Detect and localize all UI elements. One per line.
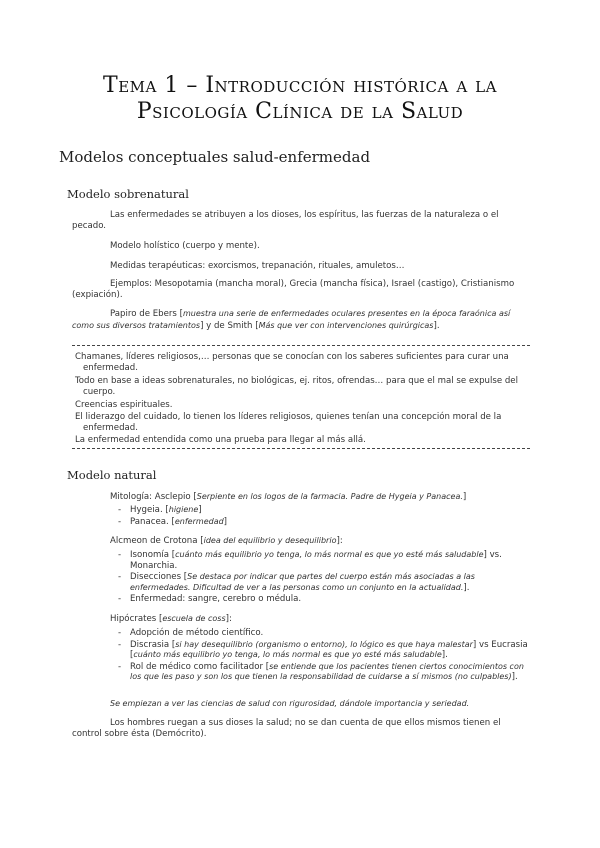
italic-text: Más que ver con intervenciones quirúrgicas	[258, 321, 434, 330]
text: Alcmeon de Crotona [	[110, 536, 204, 546]
text: Discrasia [	[130, 639, 176, 650]
text: Enfermedad: sangre, cerebro o médula.	[130, 594, 302, 604]
text: ]	[198, 505, 202, 515]
list-item	[116, 662, 528, 683]
box-line: Creencias espirituales.	[75, 400, 173, 410]
list-item	[116, 640, 528, 661]
paragraph: Ejemplos: Mesopotamia (mancha moral), Grecia (mancha física), Israel (castigo), Cristianismo (expiación).	[72, 279, 515, 300]
text: ] vs. Monarchia.	[130, 550, 502, 571]
paragraph: Medidas terapéuticas: exorcismos, trepanación, rituales, amuletos…	[110, 261, 405, 271]
hipocrates-list	[116, 628, 528, 684]
text: Papiro de Ebers [	[110, 309, 183, 319]
note-italic: Se empiezan a ver las ciencias de salud con rigurosidad, dándole importancia y seriedad.	[110, 699, 470, 708]
paragraph: Las enfermedades se atribuyen a los dioses, los espíritus, las fuerzas de la naturaleza o el pecado.	[72, 210, 499, 231]
text: ] vs Eucrasia [	[130, 639, 528, 660]
asclepio-list	[116, 505, 526, 528]
page-title	[40, 73, 560, 125]
subheading-sobrenatural: Modelo sobrenatural	[67, 187, 189, 201]
paragraph-papiro	[72, 308, 530, 332]
text: ].	[441, 650, 448, 660]
paragraph-hipocrates	[110, 613, 232, 625]
paragraph: Modelo holístico (cuerpo y mente).	[110, 241, 260, 251]
paragraph-final: Los hombres ruegan a sus dioses la salud; no se dan cuenta de que ellos mismos tienen el control sobre ésta (Demócrito).	[72, 718, 501, 739]
text: Disecciones [	[130, 572, 188, 582]
list-item	[116, 550, 528, 571]
italic-text: cuánto más equilibrio yo tenga, lo más normal es que yo esté más saludable	[133, 650, 442, 659]
text: Hipócrates [	[110, 614, 163, 624]
text: ]:	[336, 536, 343, 546]
subheading-natural: Modelo natural	[67, 468, 157, 482]
text: Hygeia. [	[130, 505, 169, 515]
title-line-2: Psicología Clínica de la Salud	[136, 99, 464, 124]
text: ]:	[225, 614, 232, 624]
text: Panacea. [	[130, 516, 175, 527]
italic-text: idea del equilibrio y desequilibrio	[203, 536, 337, 545]
list-item	[116, 594, 528, 605]
text: ].	[433, 321, 440, 331]
list-item	[116, 517, 526, 528]
notes-box	[72, 345, 530, 449]
box-line: Chamanes, líderes religiosos,… personas que se conocían con los saberes suficientes para curar una enfermedad.	[75, 352, 509, 373]
paragraph-asclepio	[110, 491, 466, 503]
box-line: Todo en base a ideas sobrenaturales, no biológicas, ej. ritos, ofrendas… para que el mal se expulse del cuerpo.	[75, 376, 518, 397]
list-item	[116, 505, 526, 516]
text: Isonomía [	[130, 550, 176, 560]
italic-text: Se destaca por indicar que partes del cuerpo están más asociadas a las enfermedades. Dificultad de ver a las personas como un conjunto en la actualidad.	[130, 572, 475, 592]
text: Mitología: Asclepio [	[110, 492, 197, 502]
text: Adopción de método científico.	[130, 628, 264, 638]
text: Rol de médico como facilitador [	[130, 661, 270, 672]
italic-text: si hay desequilibrio (organismo o entorno), lo lógico es que haya malestar	[175, 639, 473, 649]
italic-text: enfermedad	[174, 516, 224, 526]
italic-text: cuánto más equilibrio yo tenga, lo más normal es que yo esté más saludable	[175, 550, 484, 559]
list-item	[116, 628, 528, 639]
text: ]	[223, 516, 228, 527]
text: ].	[511, 672, 518, 682]
text: ] y de Smith [	[200, 321, 259, 331]
box-line: La enfermedad entendida como una prueba para llegar al más allá.	[75, 435, 366, 445]
section-heading: Modelos conceptuales salud-enfermedad	[59, 148, 371, 166]
italic-text: higiene	[168, 505, 199, 514]
italic-text: muestra una serie de enfermedades oculares presentes en la época faraónica así como sus diversos tratamientos	[72, 309, 511, 330]
list-item	[116, 572, 528, 593]
box-line: El liderazgo del cuidado, lo tienen los líderes religiosos, quienes tenían una concepción moral de la enfermedad.	[75, 412, 502, 433]
text: ].	[463, 582, 470, 593]
text: ]	[462, 492, 467, 502]
italic-text: Serpiente en los logos de la farmacia. Padre de Hygeia y Panacea.	[196, 492, 463, 501]
paragraph-alcmeon	[110, 535, 343, 547]
title-line-1: Tema 1 – Introducción histórica a la	[103, 73, 497, 98]
italic-text: se entiende que los pacientes tienen ciertos conocimientos con los que les paso y son los que tienen la responsabilidad de cuidarse a sí mismos (no culpables)	[130, 661, 524, 681]
alcmeon-list	[116, 550, 528, 606]
italic-text: escuela de coss	[162, 614, 226, 623]
